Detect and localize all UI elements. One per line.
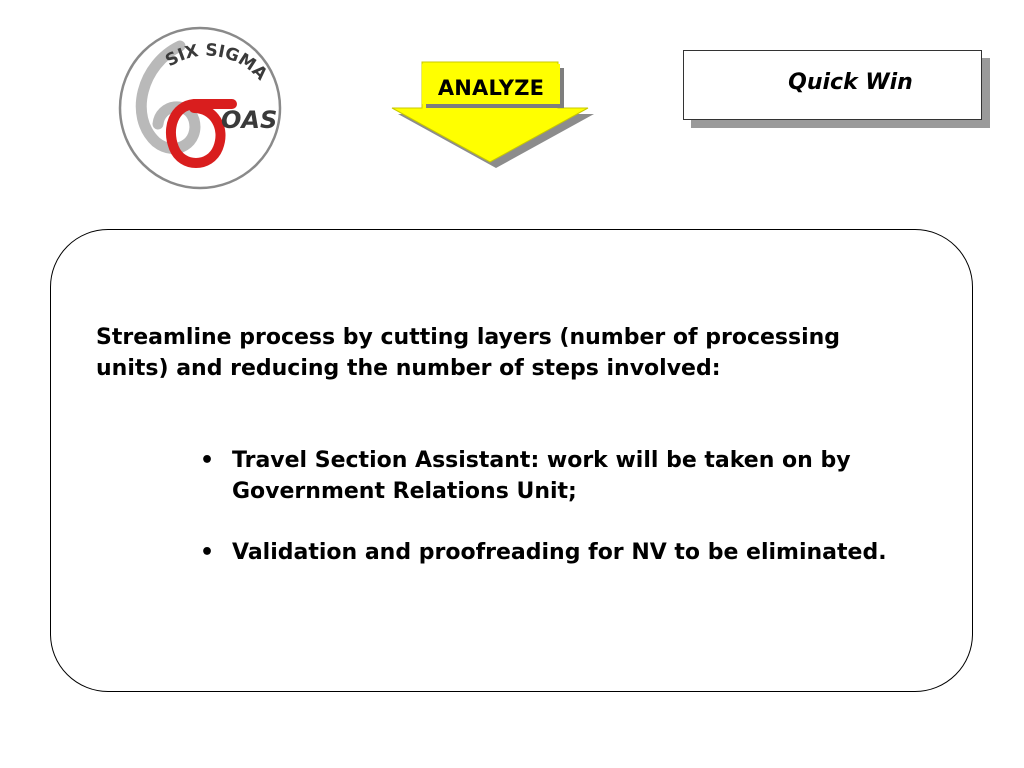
bullet-item <box>200 537 940 568</box>
logo-top-text: SIX SIGMA <box>162 40 272 85</box>
bullet-marker: • <box>200 448 215 473</box>
phase-arrow <box>388 56 600 170</box>
bullet-item <box>200 445 940 507</box>
six-sigma-oas-logo <box>114 24 288 194</box>
bullet-text: Validation and proofreading for NV to be eliminated. <box>232 540 887 565</box>
bullet-marker: • <box>200 540 215 565</box>
bullet-text: Travel Section Assistant: work will be taken on by Government Relations Unit; <box>232 448 851 504</box>
intro-paragraph: Streamline process by cutting layers (number of processing units) and reducing the number of steps involved: <box>96 325 841 381</box>
quick-win-label: Quick Win <box>788 70 913 95</box>
phase-label: ANALYZE <box>437 76 545 100</box>
logo-oas-text: OAS <box>221 106 278 134</box>
quick-win-badge <box>683 50 982 120</box>
